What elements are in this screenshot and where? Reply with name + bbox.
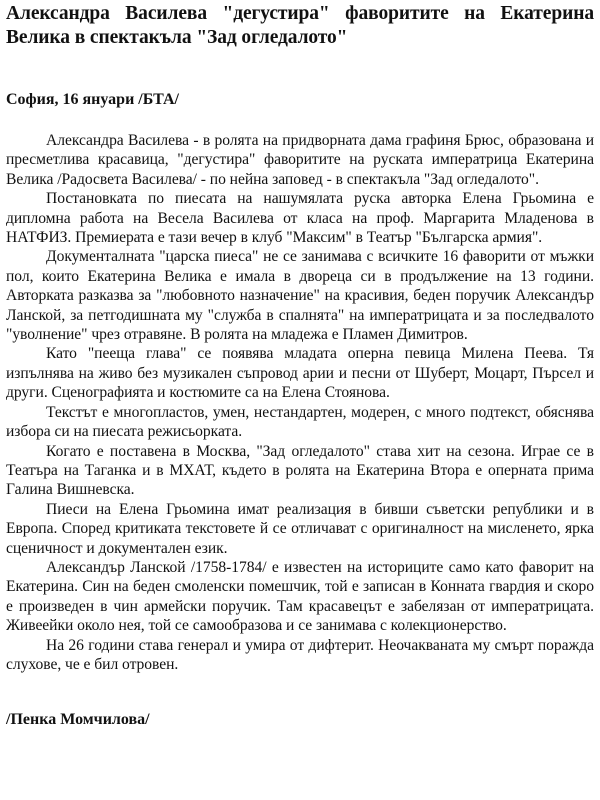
article-paragraph: Като "пееща глава" се появява младата оперна певица Милена Пеева. Тя изпълнява на живо без музикален съпровод арии и песни от Шуберт, Моцарт, Пърсел и други. Сценографията и костюмите са на Елена Стоянова. bbox=[6, 345, 594, 402]
article-paragraph: Постановката по пиесата на нашумялата руска авторка Елена Грьомина е дипломна работа на Весела Василева от класа на проф. Маргарита Младенова в НАТФИЗ. Премиерата е тази вечер в клуб "Максим" в Театър "Българска армия". bbox=[6, 190, 594, 247]
article-paragraph: Текстът е многопластов, умен, нестандартен, модерен, с много подтекст, обяснява избора си на пиесата режисьорката. bbox=[6, 403, 594, 441]
article-paragraph: Пиеси на Елена Грьомина имат реализация в бивши съветски републики и в Европа. Според критиката текстовете й се отличават с оригиналност на мисленето, ярка сценичност и документален език. bbox=[6, 500, 594, 557]
article-paragraph: Александър Ланской /1758-1784/ е известен на историците само като фаворит на Екатерина. Син на беден смоленски помешчик, той е записан в Конната гвардия и скоро е произведен в чин армейски поручик. Там красавецът е забелязан от императрицата. Живеейки около нея, той се самообразова и се занимава с колекционерство. bbox=[6, 558, 594, 635]
article-byline: /Пенка Момчилова/ bbox=[6, 711, 150, 729]
article-paragraph: Документалната "царска пиеса" не се занимава с всичките 16 фаворити от мъжки пол, които Екатерина Велика е имала в двореца си в продължение на 13 години. Авторката разказва за "любовното назначение" на красивия, беден поручик Александър Ланской, за петгодишната му "служба в спалнята" на императрицата и за последвалото "уволнение" чрез отравяне. В ролята на младежа е Пламен Димитров. bbox=[6, 248, 594, 344]
article-paragraph: Александра Василева - в ролята на придворната дама графиня Брюс, образована и пресметлива красавица, "дегустира" фаворитите на руската императрица Екатерина Велика /Радосвета Василева/ - по нейна заповед - в спектакъла "Зад огледалото". bbox=[6, 132, 594, 188]
article-headline: Александра Василева "дегустира" фаворитите на Екатерина Велика в спектакъла "Зад огледалото" bbox=[6, 3, 594, 48]
article-paragraph: На 26 години става генерал и умира от дифтерит. Неочакваната му смърт поражда слухове, че е бил отровен. bbox=[6, 636, 594, 673]
article-dateline: София, 16 януари /БТА/ bbox=[6, 91, 179, 108]
article-paragraph: Когато е поставена в Москва, "Зад огледалото" става хит на сезона. Играе се в Театъра на Таганка и в МХАТ, където в ролята на Екатерина Втора е оперната прима Галина Вишневска. bbox=[6, 442, 594, 499]
article-body bbox=[6, 131, 594, 674]
